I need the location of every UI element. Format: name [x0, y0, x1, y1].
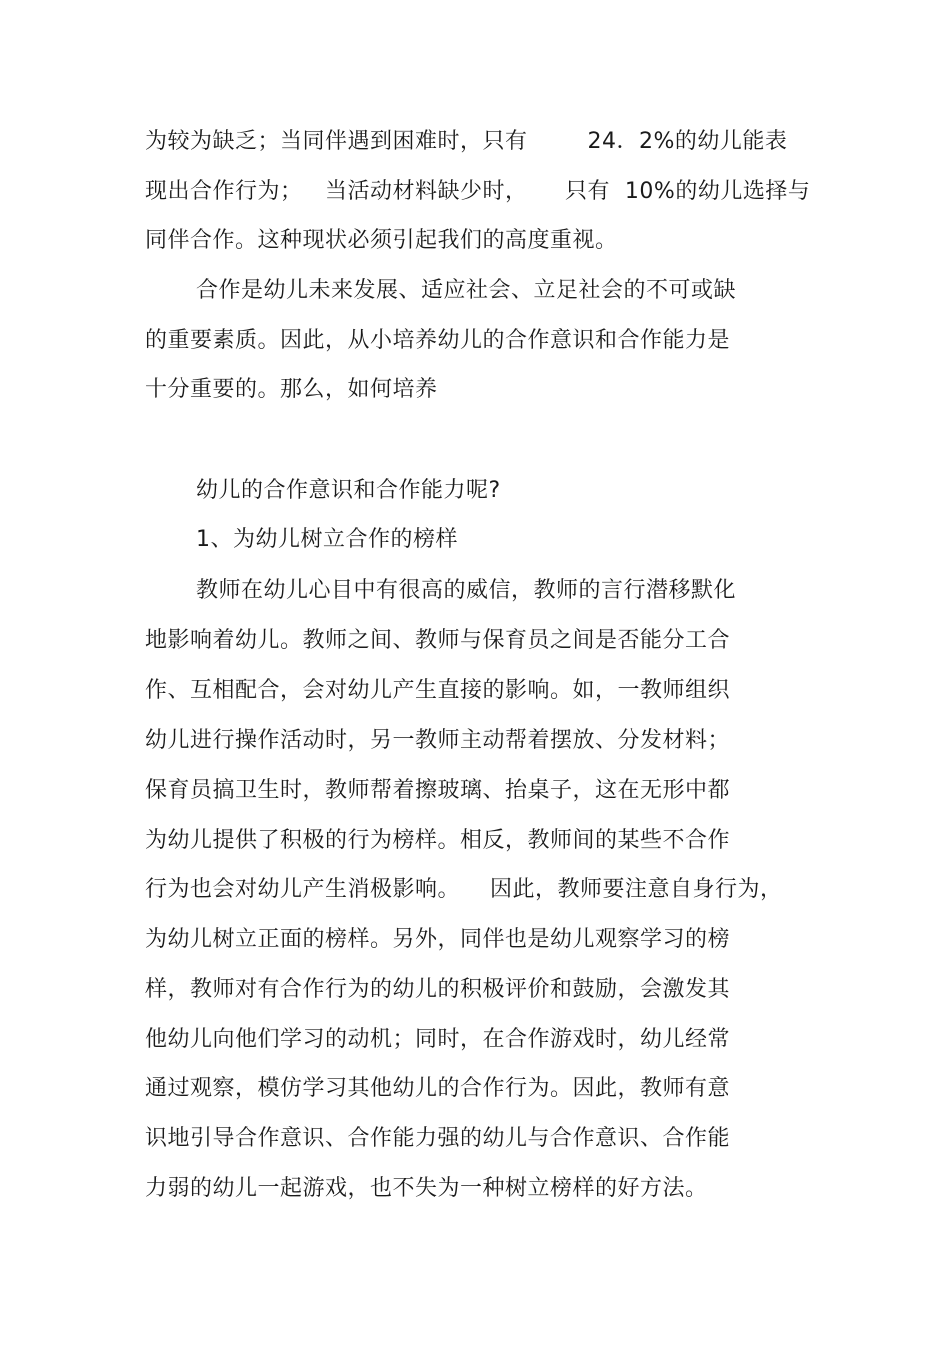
text-line: 教师在幼儿心目中有很高的威信，教师的言行潜移默化: [196, 578, 737, 603]
section-heading: 1、为幼儿树立合作的榜样: [196, 527, 458, 552]
text-line: 为幼儿提供了积极的行为榜样。相反，教师间的某些不合作: [145, 828, 731, 853]
text-line: 作、互相配合，会对幼儿产生直接的影响。如，一教师组织: [145, 678, 731, 703]
text-line: 保育员搞卫生时，教师帮着擦玻璃、抬桌子，这在无形中都: [145, 778, 731, 803]
text-line: 行为也会对幼儿产生消极影响。 因此，教师要注意自身行为，: [145, 877, 783, 902]
text-line: 为幼儿树立正面的榜样。另外，同伴也是幼儿观察学习的榜: [145, 927, 731, 952]
text-line: 的重要素质。因此，从小培养幼儿的合作意识和合作能力是: [145, 328, 731, 353]
text-line: 识地引导合作意识、合作能力强的幼儿与合作意识、合作能: [145, 1126, 731, 1151]
text-line: 现出合作行为； 当活动材料缺少时， 只有 10%的幼儿选择与: [145, 179, 811, 204]
text-line: 幼儿的合作意识和合作能力呢?: [196, 478, 501, 503]
text-line: 为较为缺乏；当同伴遇到困难时，只有 24．2%的幼儿能表: [145, 129, 788, 154]
text-line: 他幼儿向他们学习的动机；同时，在合作游戏时，幼儿经常: [145, 1027, 731, 1052]
text-line: 幼儿进行操作活动时，另一教师主动帮着摆放、分发材料；: [145, 728, 731, 753]
text-line: 力弱的幼儿一起游戏，也不失为一种树立榜样的好方法。: [145, 1176, 708, 1201]
text-line: 十分重要的。那么，如何培养: [145, 377, 438, 402]
text-line: 合作是幼儿未来发展、适应社会、立足社会的不可或缺: [196, 278, 737, 303]
text-line: 地影响着幼儿。教师之间、教师与保育员之间是否能分工合: [145, 628, 731, 653]
text-line: 同伴合作。这种现状必须引起我们的高度重视。: [145, 228, 618, 253]
text-line: 通过观察，模仿学习其他幼儿的合作行为。因此，教师有意: [145, 1076, 731, 1101]
text-line: 样，教师对有合作行为的幼儿的积极评价和鼓励，会激发其: [145, 977, 731, 1002]
